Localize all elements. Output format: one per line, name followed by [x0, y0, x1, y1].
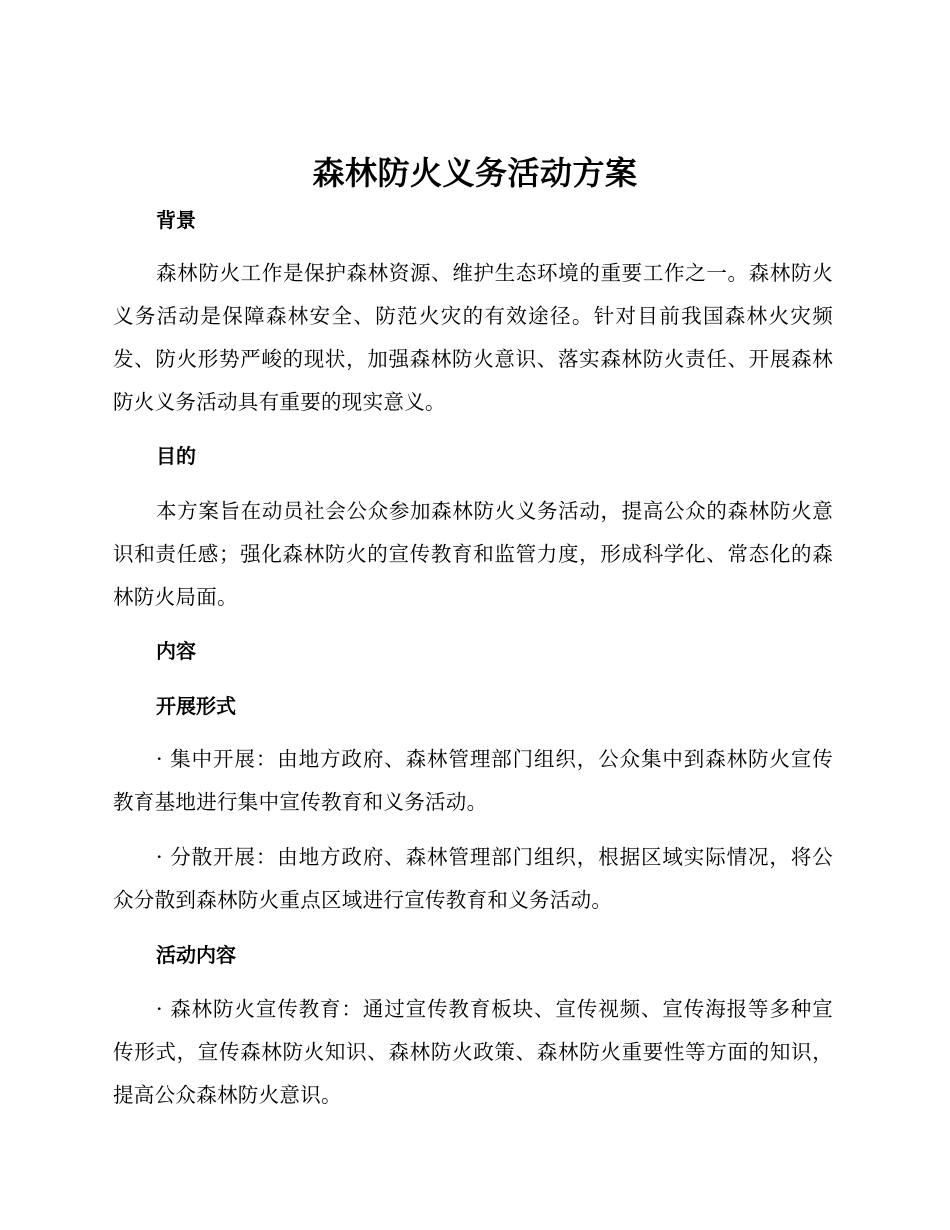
section-heading-background: 背景	[156, 208, 196, 232]
section-heading-activities: 活动内容	[156, 943, 236, 967]
paragraph-purpose: 本方案旨在动员社会公众参加森林防火义务活动，提高公众的森林防火意识和责任感；强化森林防火的宣传教育和监管力度，形成科学化、常态化的森林防火局面。	[113, 499, 833, 609]
paragraph-background: 森林防火工作是保护森林资源、维护生态环境的重要工作之一。森林防火义务活动是保障森林安全、防范火灾的有效途径。针对目前我国森林火灾频发、防火形势严峻的现状，加强森林防火意识、落实森林防火责任、开展森林防火义务活动具有重要的现实意义。	[113, 261, 833, 414]
section-heading-purpose: 目的	[156, 444, 196, 468]
list-item-forms-dispersed: · 分散开展：由地方政府、森林管理部门组织，根据区域实际情况，将公众分散到森林防火重点区域进行宣传教育和义务活动。	[113, 845, 833, 912]
section-heading-content: 内容	[156, 639, 196, 663]
section-heading-forms: 开展形式	[156, 694, 236, 718]
list-item-forms-centralized: · 集中开展：由地方政府、森林管理部门组织，公众集中到森林防火宣传教育基地进行集中宣传教育和义务活动。	[113, 747, 833, 814]
list-item-activities-publicity: · 森林防火宣传教育：通过宣传教育板块、宣传视频、宣传海报等多种宣传形式，宣传森林防火知识、森林防火政策、森林防火重要性等方面的知识，提高公众森林防火意识。	[113, 997, 833, 1107]
document-title: 森林防火义务活动方案	[312, 154, 638, 192]
